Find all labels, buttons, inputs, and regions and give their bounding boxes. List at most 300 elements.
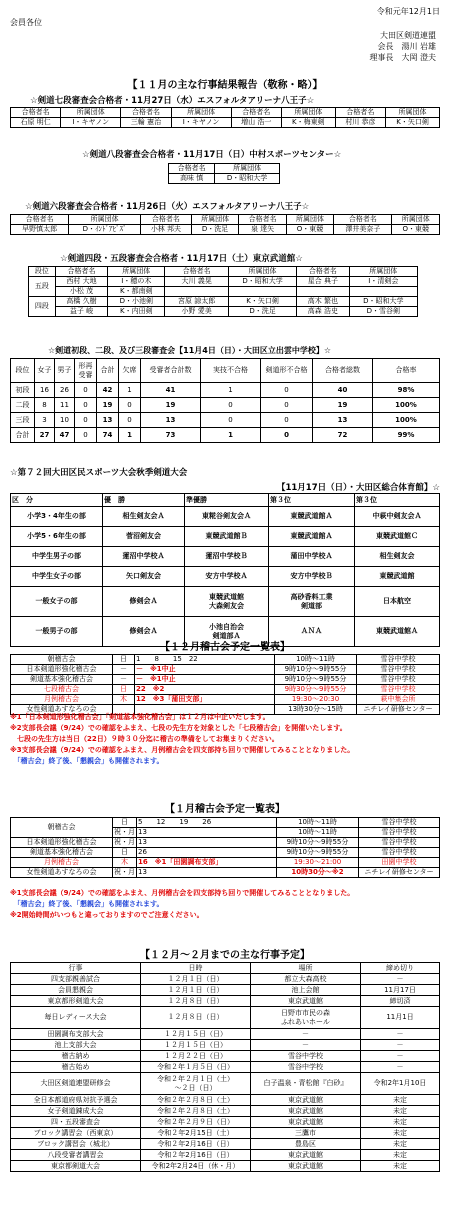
table-cell: 令和２年１月５日（日） — [141, 1062, 251, 1073]
table-cell: O・東競 — [392, 225, 440, 235]
table-cell: 未定 — [361, 1161, 440, 1172]
table-cell: K・都南剣 — [108, 287, 165, 297]
table-cell: 10時〜11時 — [277, 818, 359, 828]
table-cell: 安方中学校Ａ — [185, 567, 269, 587]
table-cell: 日 — [113, 655, 135, 665]
table-cell: 蓮沼中学校Ｂ — [185, 547, 269, 567]
table-cell: 所属団体 — [191, 215, 238, 225]
table-cell — [247, 858, 277, 868]
table-cell: 合格者名 — [11, 108, 61, 118]
table-cell: 場所 — [251, 963, 361, 974]
note: 「稽古会」終了後、「懇親会」も開催されます。 — [10, 757, 164, 765]
table-row — [11, 1095, 440, 1106]
table-cell: 26 — [55, 383, 75, 398]
table-cell: 9時10分〜9時55分 — [275, 675, 357, 685]
table-row — [11, 655, 440, 665]
table-cell: 13 — [137, 838, 247, 848]
s6-table — [10, 214, 440, 235]
table-cell: 16 ※1「田園調布支部」 — [137, 858, 247, 868]
table-row — [11, 1007, 440, 1029]
table-cell: 所属団体 — [281, 108, 335, 118]
table-cell: 日本剣道形強化稽古会 — [11, 665, 113, 675]
table-row — [11, 974, 440, 985]
addressee: 会員各位 — [10, 18, 42, 27]
table-header — [29, 267, 418, 277]
table-cell: 未定 — [361, 1095, 440, 1106]
s7-table — [10, 107, 440, 128]
table-cell: － — [361, 1040, 440, 1051]
table-header — [11, 215, 440, 225]
table-cell: 22 ※2 — [135, 685, 245, 695]
table-cell: 東京武道館 — [251, 1150, 361, 1161]
table-cell: 東京武道館 — [251, 1095, 361, 1106]
table-cell: － — [361, 1051, 440, 1062]
table-cell: － — [251, 1029, 361, 1040]
table-row — [11, 665, 440, 675]
table-cell — [245, 685, 275, 695]
table-cell — [245, 695, 275, 705]
table-row — [11, 1128, 440, 1139]
table-cell: 令和２年2月16日（日） — [141, 1139, 251, 1150]
table-cell: 合格者名 — [239, 215, 286, 225]
table-cell: 田園中学校 — [359, 858, 440, 868]
table-cell: １２月１５日（日） — [141, 1029, 251, 1040]
table-cell: 東競武道館Ａ — [355, 617, 440, 647]
table-cell: 12 ※3「蒲田支部」 — [135, 695, 245, 705]
table-cell: 菅沼剣友会 — [103, 527, 185, 547]
table-cell: 13 — [137, 868, 247, 878]
table-cell: 0 — [261, 413, 313, 428]
table-row — [11, 838, 440, 848]
table-cell: 締切済 — [361, 996, 440, 1007]
table-cell: 日野市市民の森 ふれあいホール — [251, 1007, 361, 1029]
table-cell: 東京都剣道大会 — [11, 1161, 141, 1172]
table-cell: 小野 愛美 — [165, 307, 228, 317]
table-header — [11, 494, 440, 507]
table-row — [11, 507, 440, 527]
table-cell: 小松 茂 — [55, 287, 107, 297]
table-cell: 東競武道館Ｂ — [185, 527, 269, 547]
table-cell: 小池自治会 剣道部Ａ — [185, 617, 269, 647]
table-cell: 未定 — [361, 1139, 440, 1150]
table-cell: 未定 — [361, 1150, 440, 1161]
table-cell: １２月１日（日） — [141, 974, 251, 985]
table-cell: 0 — [261, 383, 313, 398]
table-cell: 19 — [97, 398, 119, 413]
table-cell — [245, 675, 275, 685]
sched-table — [10, 962, 440, 1172]
table-cell: 四支部親善試合 — [11, 974, 141, 985]
table-cell: 1 — [201, 383, 261, 398]
s45-title: ☆剣道四段・五段審査会合格者・11月17日（土）東京武道館☆ — [60, 254, 303, 264]
director-name: 理事長 大岡 澄夫 — [369, 53, 436, 62]
table-cell: 0 — [119, 398, 141, 413]
table-cell: 雪谷中学校 — [357, 665, 440, 675]
note: ※2支部長会議（9/24）での確認をふまえ、七段の先生方を対象とした「七段稽古会」を開催いたします。 — [10, 724, 347, 732]
table-cell: 五段 — [29, 277, 56, 297]
table-cell: 全日本都道府県対抗予選会 — [11, 1095, 141, 1106]
s8-table — [168, 163, 280, 184]
table-cell: 白子温泉・青松館『白砂』 — [251, 1073, 361, 1095]
table-cell: 東競武道館 — [355, 567, 440, 587]
sender-block — [369, 30, 436, 63]
table-cell: 一般男子の部 — [11, 617, 103, 647]
table-row — [11, 1139, 440, 1150]
table-cell: 13 — [141, 413, 201, 428]
table-row — [29, 277, 418, 287]
s7-title: ☆剣道七段審査会合格者・11月27日（水）エスフォルタアリーナ八王子☆ — [30, 96, 315, 106]
table-row — [29, 307, 418, 317]
table-cell: 稽古始め — [11, 1062, 141, 1073]
table-cell: 未定 — [361, 1106, 440, 1117]
table-cell: 会員懇親会 — [11, 985, 141, 996]
table-cell: D・小池剣 — [108, 297, 165, 307]
table-cell: 0 — [201, 398, 261, 413]
table-row — [11, 675, 440, 685]
table-cell: 日 — [113, 848, 137, 858]
table-cell: 澤井美奈子 — [334, 225, 392, 235]
table-cell: O・東競 — [286, 225, 333, 235]
table-cell: 西村 大地 — [55, 277, 107, 287]
table-cell: 二段 — [11, 398, 35, 413]
table-row — [11, 1040, 440, 1051]
table-row — [11, 1150, 440, 1161]
table-cell: 大川 義晃 — [165, 277, 228, 287]
table-cell: 令和２年２月８日（土） — [141, 1095, 251, 1106]
table-cell: 雪谷中学校 — [357, 675, 440, 685]
table-cell: 東京武道館 — [251, 1117, 361, 1128]
table-cell: 行事 — [11, 963, 141, 974]
table-cell: 東競武道館Ａ — [269, 527, 355, 547]
table-cell: 欠席 — [119, 359, 141, 383]
table-cell: 1 — [201, 428, 261, 443]
table-cell: 合格者名 — [11, 215, 69, 225]
table-cell: 朝稽古会 — [11, 818, 113, 838]
table-cell: 1 8 15 22 — [135, 655, 245, 665]
table-cell: 0 — [75, 413, 97, 428]
table-cell: 令和2年1月10日 — [361, 1073, 440, 1095]
table-cell: 日 — [113, 818, 137, 828]
table-cell: 日本剣道形強化稽古会 — [11, 838, 113, 848]
table-cell: 令和２年2月15日（土） — [141, 1128, 251, 1139]
table-cell: １２月８日（日） — [141, 1007, 251, 1029]
table-row — [11, 1106, 440, 1117]
table-cell: 合格者名 — [297, 267, 349, 277]
table-cell: 蓮沼中学校Ａ — [103, 547, 185, 567]
table-cell: 27 — [35, 428, 55, 443]
table-cell — [247, 838, 277, 848]
table-cell: 13 — [313, 413, 373, 428]
table-cell: 雪谷中学校 — [357, 685, 440, 695]
table-cell: 東京武道館 — [251, 1161, 361, 1172]
table-cell: 実技不合格 — [201, 359, 261, 383]
table-cell: 女性剣道あすなろの会 — [11, 705, 113, 715]
table-cell: 19:30〜20:30 — [275, 695, 357, 705]
table-cell: 1 — [119, 428, 141, 443]
table-cell: 40 — [313, 383, 373, 398]
table-cell: 雪谷中学校 — [357, 655, 440, 665]
table-cell: 3 — [35, 413, 55, 428]
table-cell: 初段 — [11, 383, 35, 398]
table-row — [11, 848, 440, 858]
table-cell: 締め切り — [361, 963, 440, 974]
table-cell: 七段稽古会 — [11, 685, 113, 695]
table-row — [11, 118, 440, 128]
table-cell: 10 — [55, 413, 75, 428]
table-cell: 東競武道館Ｃ — [355, 527, 440, 547]
table-row — [29, 287, 418, 297]
table-cell: D・昭和大学 — [349, 297, 417, 307]
table-cell: 日時 — [141, 963, 251, 974]
table-cell: K・矢口剣 — [228, 297, 296, 307]
table-row — [11, 527, 440, 547]
table-cell: 合計 — [97, 359, 119, 383]
s8-title: ☆剣道八段審査会合格者・11月17日（日）中村スポーツセンター☆ — [82, 150, 342, 160]
table-cell: 毎日レディース大会 — [11, 1007, 141, 1029]
table-row — [11, 225, 440, 235]
table-cell: 11月1日 — [361, 1007, 440, 1029]
table-cell: 雪谷中学校 — [359, 818, 440, 828]
table-cell: 形再受審 — [75, 359, 97, 383]
table-cell — [247, 868, 277, 878]
table-cell: 豊島区 — [251, 1139, 361, 1150]
table-cell: 修剣会Ａ — [103, 617, 185, 647]
table-cell: I・清剣会 — [349, 277, 417, 287]
note: ※1「日本剣道形強化稽古会」「剣道基本強化稽古会」は１２月は中止いたします。 — [10, 713, 270, 721]
table-cell: 木 — [113, 695, 135, 705]
table-cell: 第３位 — [355, 494, 440, 507]
table-cell: 9時10分〜9時55分 — [275, 665, 357, 675]
table-cell: 中学生男子の部 — [11, 547, 103, 567]
table-row — [11, 587, 440, 617]
dec-title: 【１２月稽古会予定一覧表】 — [160, 642, 290, 653]
table-cell: 19 — [141, 398, 201, 413]
table-cell: 高味 慎 — [169, 174, 215, 184]
table-cell: 72 — [313, 428, 373, 443]
jan-title: 【１月稽古会予定一覧表】 — [165, 804, 285, 815]
table-cell: 早野慎太郎 — [11, 225, 69, 235]
table-cell: 合格率 — [373, 359, 440, 383]
table-cell: 74 — [97, 428, 119, 443]
table-header — [11, 359, 440, 383]
table-header — [169, 164, 280, 174]
table-cell: 剣道基本強化稽古会 — [11, 848, 113, 858]
table-cell: 段位 — [29, 267, 56, 277]
table-cell: 稽古納め — [11, 1051, 141, 1062]
table-cell: 小林 邦夫 — [140, 225, 191, 235]
chair-name: 会長 湯川 岩雄 — [377, 42, 436, 51]
table-cell: ブロック講習会（西東京） — [11, 1128, 141, 1139]
table-cell: 雪谷中学校 — [251, 1062, 361, 1073]
table-cell: － — [113, 665, 135, 675]
table-cell: 八段受審者講習会 — [11, 1150, 141, 1161]
table-cell: 段位 — [11, 359, 35, 383]
table-cell: 13時30分〜15時 — [275, 705, 357, 715]
table-cell: K・梅東剣 — [281, 118, 335, 128]
table-row — [29, 297, 418, 307]
table-cell: 村川 恭彦 — [335, 118, 385, 128]
table-cell: 11 — [55, 398, 75, 413]
table-cell: 所属団体 — [392, 215, 440, 225]
table-cell: 47 — [55, 428, 75, 443]
table-cell: 未定 — [361, 1117, 440, 1128]
table-cell: 中萩中剣友会Ａ — [355, 507, 440, 527]
table-cell: 令和２年２月１日（土） 〜２日（日） — [141, 1073, 251, 1095]
table-cell: 東競武道館 大森剣友会 — [185, 587, 269, 617]
table-cell: 令和２年２月８日（土） — [141, 1106, 251, 1117]
table-cell: 合格者名 — [334, 215, 392, 225]
table-row — [11, 1117, 440, 1128]
table-cell — [247, 828, 277, 838]
table-cell: K・内田剣 — [108, 307, 165, 317]
s6-title: ☆剣道六段審査会合格者・11月26日（火）エスフォルタアリーナ八王子☆ — [25, 202, 310, 212]
table-cell: 増山 浩一 — [231, 118, 281, 128]
table-cell: 日本航空 — [355, 587, 440, 617]
table-cell: １２月１日（日） — [141, 985, 251, 996]
table-row — [11, 398, 440, 413]
table-cell: 剣道形不合格 — [261, 359, 313, 383]
table-cell: 相生剣友会 — [355, 547, 440, 567]
table-row — [11, 567, 440, 587]
table-cell: 16 — [35, 383, 55, 398]
table-cell: ブロック講習会（城北） — [11, 1139, 141, 1150]
table-cell: 祝・月 — [114, 828, 135, 836]
table-cell: 所属団体 — [215, 164, 280, 174]
table-row — [11, 1062, 440, 1073]
table-cell: 令和2年2月24日（休・月） — [141, 1161, 251, 1172]
jan-table — [10, 817, 440, 878]
table-cell: 0 — [75, 398, 97, 413]
s13-table — [10, 358, 440, 443]
table-row — [11, 985, 440, 996]
table-cell: 区 分 — [11, 494, 103, 507]
table-cell: ニチレイ研修センター — [357, 705, 440, 715]
table-cell: 10時〜11時 — [277, 828, 359, 838]
table-cell: 矢口剣友会 — [103, 567, 185, 587]
table-header — [11, 963, 440, 974]
table-cell: 女子剣道錬成大会 — [11, 1106, 141, 1117]
table-cell: 益子 峻 — [55, 307, 107, 317]
table-cell: 10時〜11時 — [275, 655, 357, 665]
table-cell: 小学3・4年生の部 — [11, 507, 103, 527]
table-cell: 0 — [201, 413, 261, 428]
table-cell: 池上支部大会 — [11, 1040, 141, 1051]
table-cell: 雪谷中学校 — [359, 848, 440, 858]
table-cell: 四段 — [29, 297, 56, 317]
table-cell: 三輪 憲治 — [121, 118, 171, 128]
table-cell: － — [113, 675, 135, 685]
table-cell: 日 — [113, 685, 135, 695]
table-cell: 祝・月 — [114, 838, 135, 846]
table-cell: 0 — [75, 383, 97, 398]
table-cell: 雪谷中学校 — [359, 828, 440, 838]
table-header — [11, 108, 440, 118]
table-cell: 19 — [313, 398, 373, 413]
table-cell: 合格者名 — [121, 108, 171, 118]
table-row — [11, 818, 440, 828]
table-cell: 所属団体 — [171, 108, 231, 118]
table-cell: 相生剣友会Ａ — [103, 507, 185, 527]
table-cell: 11月17日 — [361, 985, 440, 996]
note: 「稽古会」終了後、「懇親会」も開催されます。 — [10, 900, 164, 908]
table-cell — [245, 655, 275, 665]
table-cell: 蒲田中学校Ａ — [269, 547, 355, 567]
table-cell: 所属団体 — [386, 108, 440, 118]
table-cell — [349, 287, 417, 297]
table-row — [11, 685, 440, 695]
table-cell: 41 — [141, 383, 201, 398]
table-cell: ニチレイ研修センター — [359, 868, 440, 878]
table-cell: 99% — [373, 428, 440, 443]
table-cell: － — [361, 1029, 440, 1040]
table-cell: 26 — [137, 848, 247, 858]
table-cell: 0 — [261, 398, 313, 413]
taikai-title: ☆第７２回大田区民スポーツ大会秋季剣道大会 — [10, 468, 188, 478]
table-cell: D・昭和大学 — [228, 277, 296, 287]
table-cell: 東競武道館Ａ — [269, 507, 355, 527]
table-cell: 8 — [35, 398, 55, 413]
table-cell: 宮原 諒太郎 — [165, 297, 228, 307]
taikai-table — [10, 493, 440, 647]
table-cell: 9時10分〜9時55分 — [277, 848, 359, 858]
jan-notes — [10, 888, 354, 921]
table-cell: １２月１５日（日） — [141, 1040, 251, 1051]
table-cell: 1 — [119, 383, 141, 398]
table-cell: 高砂香料工業 剣道部 — [269, 587, 355, 617]
table-cell: 女子 — [35, 359, 55, 383]
table-cell: 0 — [119, 413, 141, 428]
table-cell — [247, 848, 277, 858]
table-row — [11, 1161, 440, 1172]
table-cell: 42 — [97, 383, 119, 398]
table-cell: 東京武道館 — [251, 1106, 361, 1117]
table-cell: 高木 繁也 — [297, 297, 349, 307]
table-cell: 田園調布支部大会 — [11, 1029, 141, 1040]
table-cell: 所属団体 — [69, 215, 141, 225]
note: ※3支部長会議（9/24）での確認をふまえ、月例稽古会を四支部持ち回りで開催してみることとなりました。 — [10, 746, 355, 754]
table-row — [11, 1051, 440, 1062]
sched-title: 【１２月〜２月までの主な行事予定】 — [140, 950, 310, 961]
table-row — [11, 858, 440, 868]
table-row — [169, 174, 280, 184]
table-cell: 5 12 19 26 — [137, 818, 247, 828]
table-cell: 月例稽古会 — [11, 695, 113, 705]
table-cell: 所属団体 — [286, 215, 333, 225]
table-cell: 泉 達矢 — [239, 225, 286, 235]
s45-table — [28, 266, 418, 317]
table-cell: 大田区剣道連盟研修会 — [11, 1073, 141, 1095]
table-cell: 合格者名 — [140, 215, 191, 225]
note: ※2開始時間がいつもと違っておりますのでご注意ください。 — [10, 911, 204, 919]
table-cell: 雪谷中学校 — [251, 1051, 361, 1062]
table-cell: 所属団体 — [108, 267, 165, 277]
table-cell: 三鷹市 — [251, 1128, 361, 1139]
table-cell: 東京武道館 — [251, 996, 361, 1007]
table-cell: 東京都形剣道大会 — [11, 996, 141, 1007]
table-cell: ＡＮＡ — [269, 617, 355, 647]
table-row — [11, 413, 440, 428]
table-cell: 高森 浩史 — [297, 307, 349, 317]
table-cell: 一般女子の部 — [11, 587, 103, 617]
table-cell: 73 — [141, 428, 201, 443]
table-cell: 10時30分〜※2 — [277, 868, 359, 878]
table-cell: 受審者合計数 — [141, 359, 201, 383]
table-cell: 98% — [373, 383, 440, 398]
table-cell: 合格者名 — [55, 267, 107, 277]
table-cell: 未定 — [361, 1128, 440, 1139]
table-cell: １２月２２日（日） — [141, 1051, 251, 1062]
table-cell: 東糀谷剣友会Ａ — [185, 507, 269, 527]
